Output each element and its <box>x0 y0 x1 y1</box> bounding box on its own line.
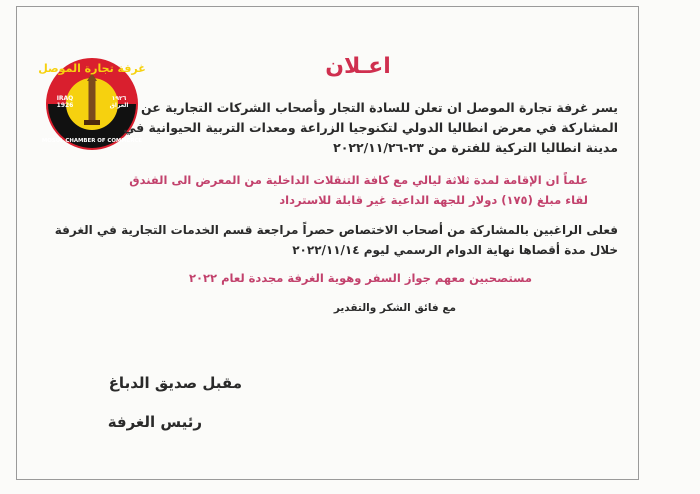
logo-left-text: IRAQ <box>56 95 74 102</box>
closing-thanks: مع فائق الشكر والتقدير <box>333 302 456 314</box>
announcement-paragraph-4 <box>162 268 532 288</box>
paragraph-1-line-2: المشاركة في معرض انطاليا الدولي لتكنوجيا الزراعة ومعدات التربية الحيوانية في <box>123 120 618 135</box>
signatory-title: رئيس الغرفة <box>107 413 202 431</box>
announcement-title: اعـلان <box>325 54 391 79</box>
paragraph-2-line-1: علماً ان الإقامة لمدة ثلاثة ليالي مع كافة التنقلات الداخلية من المعرض الى الفندق <box>129 173 588 187</box>
logo-top-text: غرفة تجارة الموصل <box>38 62 146 75</box>
logo-bottom-text: MOSUL CHAMBER OF COMMERCE <box>41 138 143 144</box>
paragraph-3-line-2: خلال مدة أقصاها نهاية الدوام الرسمي ليوم ٢٠٢٢/١١/١٤ <box>292 243 618 257</box>
logo-right-text: العراق <box>109 102 129 109</box>
paragraph-4-line-1: مستصحبين معهم جواز السفر وهوية الغرفة مجددة لعام ٢٠٢٢ <box>189 271 532 285</box>
paragraph-3-line-1: فعلى الراغبين بالمشاركة من أصحاب الاختصاص حصراً مراجعة قسم الخدمات التجارية في الغرفة <box>54 223 618 237</box>
announcement-paragraph-3 <box>54 220 618 260</box>
logo-left-year: 1926 <box>56 102 74 109</box>
paragraph-1-line-1: يسر غرفة تجارة الموصل ان تعلن للسادة التجار وأصحاب الشركات التجارية عن <box>140 100 618 115</box>
paragraph-2-line-2: لقاء مبلغ (١٧٥) دولار للجهة الداعية غير قابلة للاسترداد <box>279 193 588 207</box>
announcement-paragraph-1 <box>123 98 618 158</box>
signatory-name: مقبل صديق الدباغ <box>108 374 242 392</box>
paragraph-1-line-3: مدينة انطاليا التركية للفترة من ٢٣-٢٠٢٢/١١/٢٦ <box>333 140 618 155</box>
announcement-paragraph-2 <box>129 170 588 210</box>
logo-right-year: ١٩٢٦ <box>111 95 127 102</box>
